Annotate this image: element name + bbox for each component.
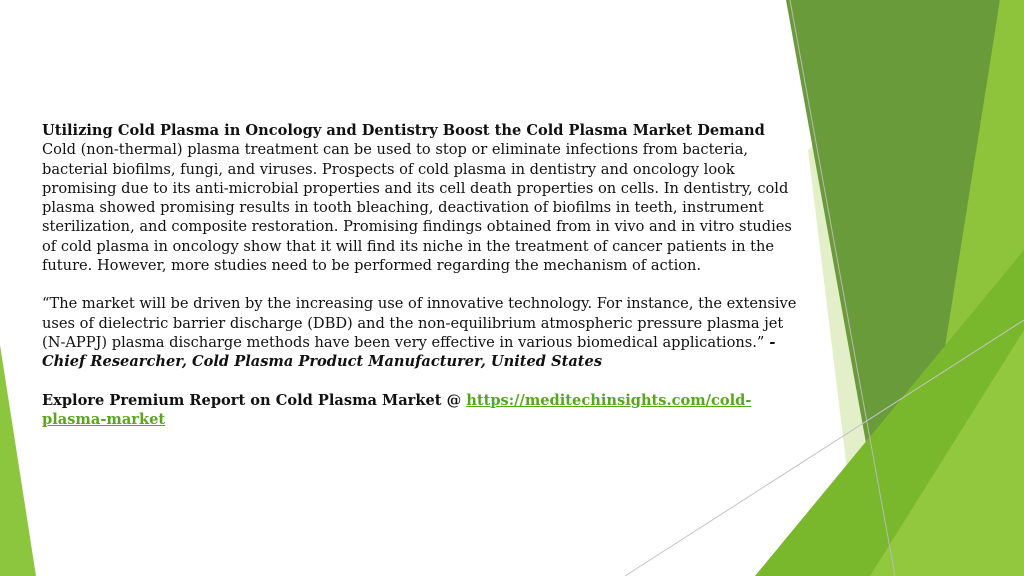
explore-paragraph bbox=[42, 391, 802, 430]
quote-text: “The market will be driven by the increasing use of innovative technology. For instance, the extensive uses of dielectric barrier discharge (DBD) and the non-equilibrium atmospheric pressure plasma jet (N-APPJ) plasma discharge methods have been very effective in various biomedical applications.” bbox=[42, 295, 797, 351]
quote-attribution: - Chief Researcher, Cold Plasma Product Manufacturer, United States bbox=[42, 333, 776, 371]
slide-heading: Utilizing Cold Plasma in Oncology and Dentistry Boost the Cold Plasma Market Demand bbox=[42, 122, 765, 139]
quote-paragraph bbox=[42, 294, 802, 371]
explore-label: Explore Premium Report on Cold Plasma Market @ bbox=[42, 391, 467, 409]
spacer bbox=[42, 275, 802, 294]
report-link[interactable]: https://meditechinsights.com/cold-plasma-market bbox=[42, 391, 752, 428]
left-green-sliver bbox=[0, 345, 36, 576]
slide-content bbox=[42, 121, 802, 429]
body-paragraph: Cold (non-thermal) plasma treatment can be used to stop or eliminate infections from bacteria, bacterial biofilms, fungi, and viruses. Prospects of cold plasma in dentistry and oncology look promising due to its anti-microbial properties and its cell death properties on cells. In dentistry, cold plasma showed promising results in tooth bleaching, deactivation of biofilms in teeth, instrument sterilization, and composite restoration. Promising findings obtained from in vivo and in vitro studies of cold plasma in oncology show that it will find its niche in the treatment of cancer patients in the future. However, more studies need to be performed regarding the mechanism of action. bbox=[42, 141, 792, 275]
spacer bbox=[42, 372, 802, 391]
